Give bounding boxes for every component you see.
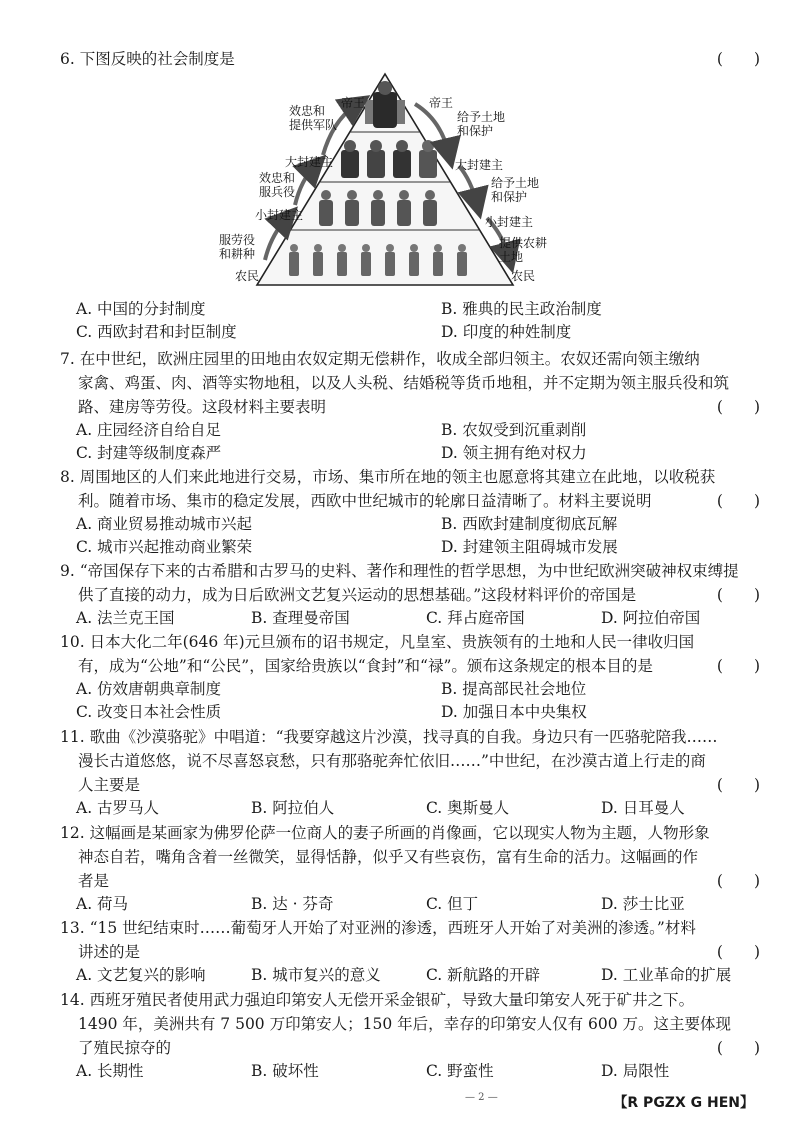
answer-bracket: ( ) [716, 398, 760, 416]
question-10 [60, 630, 760, 724]
question-stem-line: 人主要是 [78, 776, 141, 794]
question-stem-line: 9. “帝国保存下来的古希腊和古罗马的史料、著作和理性的哲学思想，为中世纪欧洲突破神权束缚提 [60, 562, 739, 580]
question-8 [60, 465, 760, 559]
label-right-land-protection-1: 给予土地 和保护 [457, 110, 506, 138]
question-stem-line: 1490 年，美洲共有 7 500 万印第安人；150 年后，幸存的印第安人仅有 600 万。这主要体现 [78, 1015, 732, 1033]
option-c[interactable]: C. 奥斯曼人 [426, 799, 510, 817]
question-stem-line: 8. 周围地区的人们来此地进行交易，市场、集市所在地的领主也愿意将其建立在此地，以收税获 [60, 468, 716, 486]
question-14 [60, 988, 760, 1083]
question-stem-line: 10. 日本大化二年(646 年)元旦颁布的诏书规定，凡皇室、贵族领有的土地和人民一律收归国 [60, 633, 695, 651]
option-a[interactable]: A. 文艺复兴的影响 [76, 966, 206, 984]
option-c[interactable]: C. 城市兴起推动商业繁荣 [76, 538, 253, 556]
option-b[interactable]: B. 雅典的民主政治制度 [441, 300, 602, 318]
option-c[interactable]: C. 拜占庭帝国 [426, 609, 525, 627]
option-a[interactable]: A. 法兰克王国 [76, 609, 175, 627]
option-c[interactable]: C. 新航路的开辟 [426, 966, 541, 984]
question-stem-line: 7. 在中世纪，欧洲庄园里的田地由农奴定期无偿耕作，收成全部归领主。农奴还需向领主缴纳 [60, 350, 700, 368]
option-c[interactable]: C. 西欧封君和封臣制度 [76, 323, 237, 341]
option-a[interactable]: A. 长期性 [76, 1062, 144, 1080]
question-stem-line: 14. 西班牙殖民者使用武力强迫印第安人无偿开采金银矿，导致大量印第安人死于矿井之下。 [60, 991, 695, 1009]
option-c[interactable]: C. 封建等级制度森严 [76, 444, 222, 462]
label-left-king: 帝王 [341, 96, 366, 110]
king-figure [365, 81, 405, 128]
question-11 [60, 725, 760, 820]
option-d[interactable]: D. 加强日本中央集权 [441, 703, 587, 721]
exam-code: 【R PGZX G HEN】 [613, 1095, 754, 1111]
answer-bracket: ( ) [716, 50, 760, 68]
answer-bracket: ( ) [716, 943, 760, 961]
question-stem-line: 家禽、鸡蛋、肉、酒等实物地租，以及人头税、结婚税等货币地租，并不定期为领主服兵役和筑 [78, 374, 730, 392]
option-a[interactable]: A. 仿效唐朝典章制度 [76, 680, 222, 698]
option-c[interactable]: C. 但丁 [426, 895, 479, 913]
question-stem-line: 有，成为“公地”和“公民”，国家给贵族以“食封”和“禄”。颁布这条规定的根本目的是 [78, 657, 653, 675]
option-a[interactable]: A. 商业贸易推动城市兴起 [76, 515, 253, 533]
question-stem-line: 神态自若，嘴角含着一丝微笑，显得恬静，似乎又有些哀伤，富有生命的活力。这幅画的作 [78, 848, 699, 866]
answer-bracket: ( ) [716, 872, 760, 890]
option-b[interactable]: B. 破坏性 [251, 1062, 319, 1080]
option-d[interactable]: D. 阿拉伯帝国 [601, 609, 701, 627]
question-stem-line: 讲述的是 [78, 943, 141, 961]
label-left-lesser-lord: 小封建主 [255, 208, 304, 222]
option-c[interactable]: C. 改变日本社会性质 [76, 703, 222, 721]
page-marker: — 2 — [465, 1092, 498, 1103]
feudal-hierarchy-diagram [215, 70, 555, 292]
option-d[interactable]: D. 封建领主阻碍城市发展 [441, 538, 618, 556]
label-right-great-lord: 大封建主 [455, 158, 504, 172]
question-6-stem: 6. 下图反映的社会制度是 [60, 50, 235, 68]
question-stem-line: 13. “15 世纪结束时……葡萄牙人开始了对亚洲的渗透，西班牙人开始了对美洲的渗透。”材料 [60, 919, 696, 937]
question-stem-line: 了殖民掠夺的 [78, 1039, 172, 1057]
label-left-loyalty-army: 效忠和 提供军队 [289, 104, 338, 132]
answer-bracket: ( ) [716, 776, 760, 794]
option-a[interactable]: A. 荷马 [76, 895, 129, 913]
label-left-great-lord: 大封建主 [285, 155, 334, 169]
question-stem-line: 12. 这幅画是某画家为佛罗伦萨一位商人的妻子所画的肖像画，它以现实人物为主题，人物形象 [60, 824, 710, 842]
question-stem-line: 利。随着市场、集市的稳定发展，西欧中世纪城市的轮廓日益清晰了。材料主要说明 [78, 492, 652, 510]
label-right-peasant: 农民 [511, 269, 536, 283]
option-d[interactable]: D. 局限性 [601, 1062, 670, 1080]
label-right-land-protection-2: 给予土地 和保护 [491, 176, 540, 204]
option-a[interactable]: A. 庄园经济自给自足 [76, 421, 222, 439]
label-right-farmland: 提供农耕 土地 [499, 236, 548, 264]
answer-bracket: ( ) [716, 1039, 760, 1057]
option-d[interactable]: D. 莎士比亚 [601, 895, 685, 913]
question-13 [60, 916, 760, 987]
label-right-king: 帝王 [429, 96, 454, 110]
option-b[interactable]: B. 城市复兴的意义 [251, 966, 381, 984]
question-stem-line: 漫长古道悠悠，说不尽喜怒哀愁，只有那骆驼奔忙依旧……”中世纪，在沙漠古道上行走的商 [78, 752, 706, 770]
option-d[interactable]: D. 工业革命的扩展 [601, 966, 732, 984]
question-7 [60, 347, 760, 465]
option-b[interactable]: B. 达 · 芬奇 [251, 895, 334, 913]
option-c[interactable]: C. 野蛮性 [426, 1062, 494, 1080]
answer-bracket: ( ) [716, 586, 760, 604]
option-b[interactable]: B. 查理曼帝国 [251, 609, 350, 627]
answer-bracket: ( ) [716, 492, 760, 510]
option-b[interactable]: B. 阿拉伯人 [251, 799, 335, 817]
question-stem-line: 11. 歌曲《沙漠骆驼》中唱道：“我要穿越这片沙漠，找寻真的自我。身边只有一匹骆驼陪我…… [60, 728, 718, 746]
question-stem-line: 者是 [78, 872, 110, 890]
label-right-lesser-lord: 小封建主 [485, 215, 534, 229]
label-left-labor-farming: 服劳役 和耕种 [219, 233, 256, 261]
question-6 [60, 47, 760, 71]
option-d[interactable]: D. 印度的种姓制度 [441, 323, 572, 341]
option-d[interactable]: D. 日耳曼人 [601, 799, 685, 817]
option-a[interactable]: A. 中国的分封制度 [76, 300, 206, 318]
label-left-peasant: 农民 [235, 269, 260, 283]
label-left-loyalty-service: 效忠和 服兵役 [259, 171, 296, 199]
option-a[interactable]: A. 古罗马人 [76, 799, 160, 817]
option-b[interactable]: B. 提高部民社会地位 [441, 680, 587, 698]
question-stem-line: 路、建房等劳役。这段材料主要表明 [78, 398, 327, 416]
option-d[interactable]: D. 领主拥有绝对权力 [441, 444, 587, 462]
option-b[interactable]: B. 农奴受到沉重剥削 [441, 421, 587, 439]
answer-bracket: ( ) [716, 657, 760, 675]
question-9 [60, 559, 760, 630]
question-stem-line: 供了直接的动力，成为日后欧洲文艺复兴运动的思想基础。”这段材料评价的帝国是 [78, 586, 637, 604]
question-6-options [60, 298, 760, 344]
option-b[interactable]: B. 西欧封建制度彻底瓦解 [441, 515, 618, 533]
question-12 [60, 821, 760, 916]
